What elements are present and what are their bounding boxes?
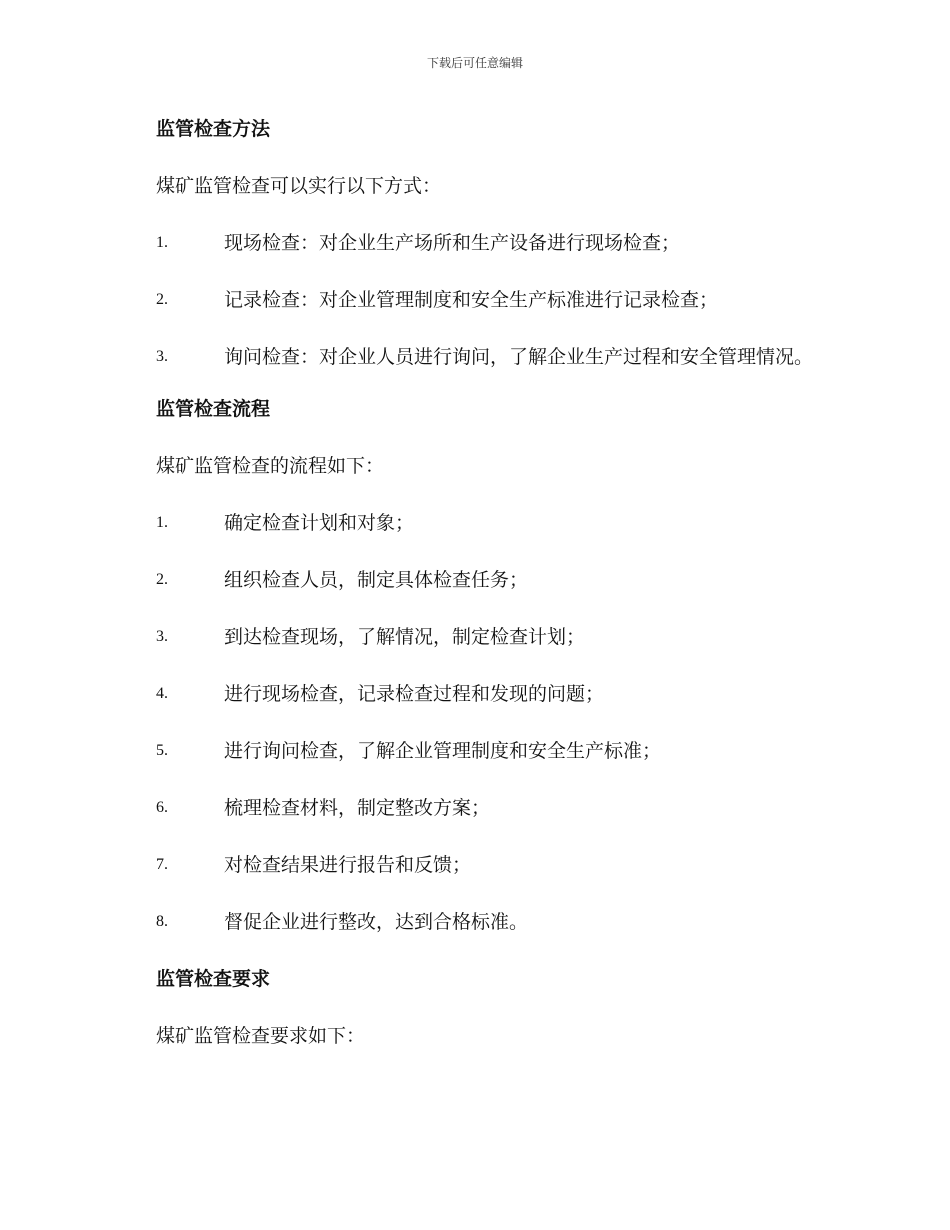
- section-intro-requirements: 煤矿监管检查要求如下：: [156, 1025, 366, 1047]
- list-item-text: 确定检查计划和对象；: [224, 512, 415, 534]
- section-intro-methods: 煤矿监管检查可以实行以下方式：: [156, 175, 442, 197]
- list-item-text: 进行询问检查，了解企业管理制度和安全生产标准；: [224, 740, 662, 762]
- list-item-number: 3.: [156, 348, 168, 365]
- list-item-text: 询问检查：对企业人员进行询问，了解企业生产过程和安全管理情况。: [224, 346, 814, 368]
- list-item-number: 7.: [156, 856, 168, 873]
- list-item-text: 组织检查人员，制定具体检查任务；: [224, 569, 529, 591]
- list-item-number: 5.: [156, 742, 168, 759]
- list-item: [112, 224, 840, 262]
- list-item-text: 对检查结果进行报告和反馈；: [224, 854, 472, 876]
- section-heading-requirements: 监管检查要求: [156, 968, 271, 990]
- list-item: [112, 903, 840, 941]
- list-item-text: 梳理检查材料，制定整改方案；: [224, 797, 491, 819]
- section-intro-process: 煤矿监管检查的流程如下：: [156, 455, 385, 477]
- list-item: [112, 789, 840, 827]
- section-heading-methods: 监管检查方法: [156, 118, 271, 140]
- list-item-number: 1.: [156, 514, 168, 531]
- list-item-number: 3.: [156, 628, 168, 645]
- list-item: [112, 732, 840, 770]
- header-note: 下载后可任意编辑: [426, 56, 523, 70]
- list-item-text: 督促企业进行整改，达到合格标准。: [224, 911, 529, 933]
- list-item-text: 进行现场检查，记录检查过程和发现的问题；: [224, 683, 605, 705]
- list-item-number: 4.: [156, 685, 168, 702]
- list-item-number: 8.: [156, 913, 168, 930]
- process-list: [112, 504, 840, 941]
- section-heading-process: 监管检查流程: [156, 398, 271, 420]
- list-item-number: 2.: [156, 571, 168, 588]
- list-item: [112, 561, 840, 599]
- list-item: [112, 618, 840, 656]
- list-item-number: 6.: [156, 799, 168, 816]
- list-item: [112, 281, 840, 319]
- list-item: [112, 675, 840, 713]
- document-body: [112, 110, 840, 1074]
- list-item-text: 记录检查：对企业管理制度和安全生产标准进行记录检查；: [224, 289, 719, 311]
- list-item-text: 现场检查：对企业生产场所和生产设备进行现场检查；: [224, 232, 681, 254]
- list-item: [112, 504, 840, 542]
- list-item-text: 到达检查现场，了解情况，制定检查计划；: [224, 626, 586, 648]
- list-item: [112, 846, 840, 884]
- list-item-number: 1.: [156, 234, 168, 251]
- methods-list: [112, 224, 840, 380]
- list-item-number: 2.: [156, 291, 168, 308]
- list-item: [112, 334, 840, 380]
